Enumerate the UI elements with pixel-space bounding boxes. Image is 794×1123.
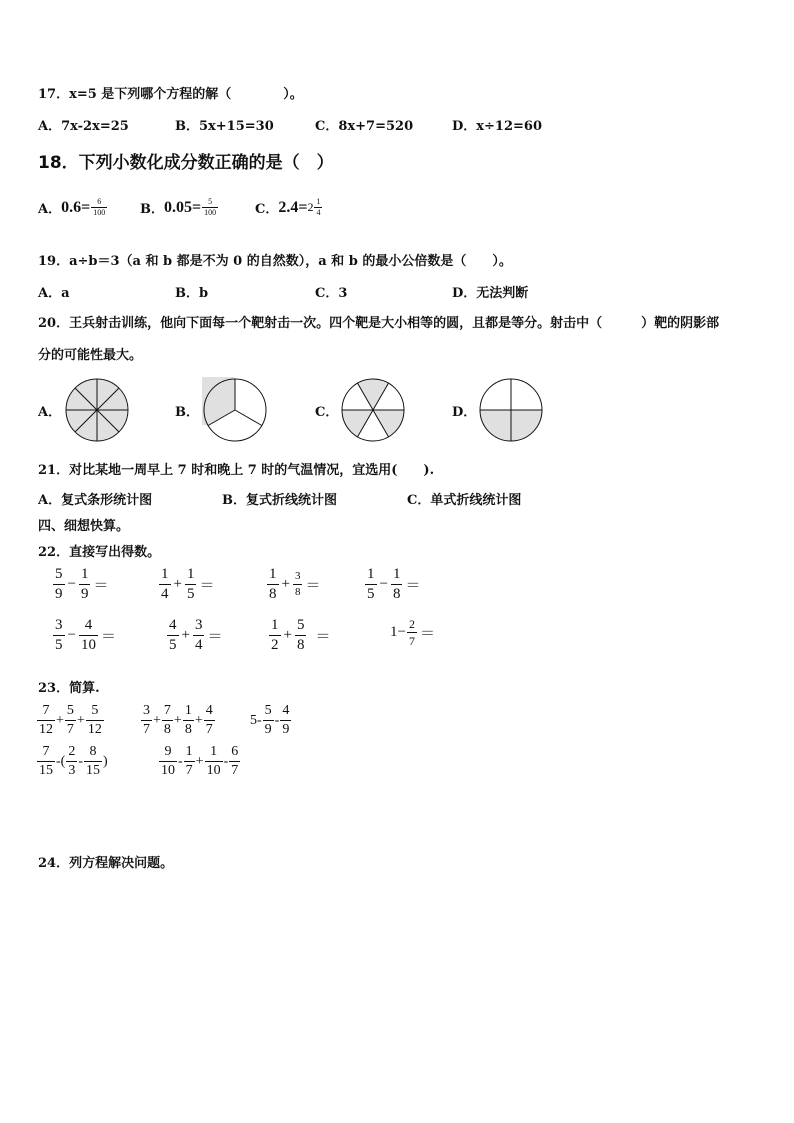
operator: ＝: [305, 578, 321, 594]
numerator: 5: [208, 197, 213, 206]
fraction: [229, 745, 240, 778]
fraction: [407, 618, 417, 647]
operator: -: [178, 753, 183, 769]
denominator: 12: [39, 722, 53, 737]
numerator: 1: [185, 744, 193, 759]
operator: ＝: [207, 629, 223, 645]
fraction: [267, 567, 279, 602]
section-4-heading: 四、细想快算。: [38, 519, 130, 534]
denominator: 8: [296, 637, 305, 653]
numerator: 1: [269, 566, 277, 582]
fraction: [159, 745, 177, 778]
denominator: 4: [316, 208, 321, 217]
fraction: [391, 567, 403, 602]
operator: 5-: [250, 712, 262, 728]
operator: -: [274, 712, 280, 728]
denominator: 5: [186, 586, 195, 602]
numerator: 1: [80, 566, 89, 582]
denominator: 9: [282, 722, 290, 737]
fraction: [280, 704, 291, 737]
q19-option-b[interactable]: B．b: [175, 286, 209, 301]
operator: 1−: [390, 624, 406, 640]
operator: ): [103, 753, 108, 769]
numerator: 3: [294, 570, 301, 582]
fraction: [185, 567, 197, 602]
q22-item-8: [390, 618, 437, 647]
q20-option-d-label[interactable]: D．: [452, 405, 477, 420]
q21-option-b[interactable]: B．复式折线统计图: [222, 493, 337, 508]
operator: +: [56, 712, 64, 728]
fraction: [184, 745, 195, 778]
fraction: [295, 618, 307, 653]
denominator: 5: [367, 586, 375, 602]
operator: ＝: [419, 626, 435, 642]
fraction: [37, 704, 55, 737]
q18-option-b-decimal: 0.05=: [164, 198, 202, 216]
denominator: 8: [269, 586, 277, 602]
q18-option-c-letter: C．: [255, 202, 279, 217]
numerator: 1: [186, 566, 195, 582]
operator: +: [283, 627, 292, 643]
denominator: 3: [68, 763, 76, 778]
fraction: [79, 567, 91, 602]
operator: +: [76, 712, 85, 728]
fraction: [183, 704, 194, 737]
numerator: 1: [316, 197, 321, 206]
q23-expr-4: [36, 745, 108, 778]
denominator: 8: [184, 722, 192, 737]
fraction: [37, 745, 55, 778]
numerator: 4: [169, 617, 177, 633]
q18-option-c-decimal: 2.4=: [278, 198, 308, 216]
denominator: 5: [169, 637, 177, 653]
denominator: 10: [161, 763, 175, 778]
q19-option-c[interactable]: C．3: [315, 286, 348, 301]
q22-item-6: [166, 618, 224, 653]
q21-option-a[interactable]: A．复式条形统计图: [38, 493, 153, 508]
numerator: 4: [205, 703, 213, 718]
q18-option-b-fraction: [202, 198, 218, 217]
numerator: 7: [42, 703, 50, 718]
q18-option-b[interactable]: [140, 198, 219, 217]
denominator: 8: [163, 722, 171, 737]
question-19-stem: 19．a÷b＝3（a 和 b 都是不为 0 的自然数），a 和 b 的最小公倍数是（ ）。: [38, 254, 512, 269]
q22-item-1: [52, 567, 110, 602]
numerator: 9: [164, 744, 172, 759]
fraction: [141, 704, 152, 737]
q18-option-b-letter: B．: [140, 202, 164, 217]
numerator: 8: [89, 744, 97, 759]
fraction: [204, 704, 215, 737]
numerator: 4: [84, 617, 93, 633]
q22-item-3: [266, 567, 322, 602]
operator: ＝: [199, 578, 215, 594]
fraction: [66, 745, 77, 778]
q18-option-c[interactable]: [255, 198, 323, 217]
denominator: 9: [264, 722, 272, 737]
operator: +: [194, 712, 203, 728]
denominator: 7: [185, 763, 193, 778]
operator: +: [173, 712, 182, 728]
numerator: 1: [161, 566, 169, 582]
numerator: 5: [296, 617, 305, 633]
denominator: 9: [80, 586, 89, 602]
denominator: 7: [408, 634, 415, 648]
operator: −: [67, 627, 76, 643]
q19-option-d[interactable]: D．无法判断: [452, 286, 529, 301]
numerator: 5: [55, 566, 63, 582]
numerator: 5: [66, 703, 74, 718]
question-24-stem: 24．列方程解决问题。: [38, 856, 174, 871]
operator: +: [153, 712, 161, 728]
numerator: 6: [231, 744, 239, 759]
denominator: 4: [161, 586, 169, 602]
fraction: [167, 618, 179, 653]
q20-option-b-label[interactable]: B．: [175, 405, 199, 420]
operator: -(: [56, 753, 66, 769]
numerator: 1: [392, 566, 401, 582]
numerator: 7: [163, 703, 171, 718]
denominator: 7: [205, 722, 213, 737]
denominator: 7: [66, 722, 74, 737]
fraction: [86, 704, 104, 737]
target-b-three-sectors[interactable]: [202, 377, 268, 443]
operator: -: [223, 753, 229, 769]
q23-expr-2: [140, 704, 216, 737]
operator: −: [67, 576, 76, 592]
fraction: [79, 618, 98, 653]
fraction: [84, 745, 102, 778]
target-d-four-sectors[interactable]: [478, 377, 544, 443]
q18-option-a-decimal: 0.6=: [61, 198, 91, 216]
numerator: 2: [408, 617, 415, 631]
fraction: [365, 567, 377, 602]
q22-item-5: [52, 618, 118, 653]
denominator: 4: [194, 637, 203, 653]
denominator: 8: [294, 586, 301, 598]
operator: ＝: [315, 629, 331, 645]
numerator: 6: [97, 197, 102, 206]
operator: +: [195, 753, 204, 769]
fraction: [205, 745, 223, 778]
denominator: 12: [87, 722, 102, 737]
question-20-stem-line2: 分的可能性最大。: [38, 348, 143, 363]
question-23-stem: 23．简算.: [38, 681, 100, 696]
q23-expr-5: [158, 745, 241, 778]
q22-item-4: [364, 567, 422, 602]
fraction: [53, 567, 65, 602]
q22-item-2: [158, 567, 216, 602]
denominator: 9: [55, 586, 63, 602]
q18-option-c-whole: 2: [307, 200, 314, 214]
fraction: [193, 618, 205, 653]
numerator: 3: [194, 617, 203, 633]
q18-option-a-letter: A．: [38, 202, 62, 217]
numerator: 4: [282, 703, 290, 718]
operator: ＝: [405, 578, 421, 594]
operator: +: [281, 576, 290, 592]
question-18-stem: 18．下列小数化成分数正确的是（ ）: [38, 153, 334, 173]
fraction: [53, 618, 65, 653]
numerator: 5: [91, 703, 99, 718]
operator: −: [379, 576, 388, 592]
numerator: 1: [271, 617, 279, 633]
q20-option-c-label[interactable]: C．: [315, 405, 339, 420]
operator: +: [173, 576, 182, 592]
numerator: 7: [42, 744, 50, 759]
denominator: 15: [86, 763, 100, 778]
q19-option-a[interactable]: A．a: [38, 286, 70, 301]
numerator: 5: [264, 703, 272, 718]
denominator: 8: [392, 586, 401, 602]
fraction: [263, 704, 274, 737]
denominator: 100: [204, 208, 217, 217]
operator: ＝: [100, 629, 116, 645]
operator: +: [181, 627, 190, 643]
denominator: 7: [143, 722, 150, 737]
q20-option-a-label[interactable]: A．: [38, 405, 62, 420]
denominator: 10: [206, 763, 221, 778]
fraction: [162, 704, 173, 737]
denominator: 10: [80, 637, 96, 653]
fraction: [159, 567, 171, 602]
q17-option-b[interactable]: B．5x+15=30: [175, 119, 274, 134]
question-20-stem-line1: 20．王兵射击训练，他向下面每一个靶射击一次。四个靶是大小相等的圆，且都是等分。射击中（ ）靶的阴影部: [38, 316, 720, 331]
numerator: 1: [184, 703, 192, 718]
q22-item-7: [268, 618, 332, 653]
numerator: 3: [143, 703, 150, 718]
question-17-stem: 17．x=5 是下列哪个方程的解（ ）。: [38, 87, 303, 102]
denominator: 5: [55, 637, 63, 653]
numerator: 1: [210, 744, 218, 759]
denominator: 7: [231, 763, 239, 778]
question-21-stem: 21．对比某地一周早上 7 时和晚上 7 时的气温情况，宜选用( ).: [38, 463, 435, 478]
q23-expr-3: [250, 704, 292, 737]
question-22-stem: 22．直接写出得数。: [38, 545, 161, 560]
denominator: 2: [271, 637, 279, 653]
operator: -: [78, 753, 83, 769]
q17-option-a[interactable]: A．7x-2x=25: [38, 119, 129, 134]
fraction: [65, 704, 76, 737]
denominator: 100: [93, 208, 106, 217]
target-c-six-sectors[interactable]: [340, 377, 406, 443]
q23-expr-1: [36, 704, 105, 737]
numerator: 2: [68, 744, 76, 759]
target-a-eight-sectors[interactable]: [64, 377, 130, 443]
fraction: [269, 618, 281, 653]
q17-option-c[interactable]: C．8x+7=520: [315, 119, 414, 134]
q18-option-a[interactable]: [38, 198, 108, 217]
operator: ＝: [93, 578, 109, 594]
fraction: [293, 571, 303, 598]
numerator: 1: [367, 566, 375, 582]
q17-option-d[interactable]: D．x÷12=60: [452, 119, 542, 134]
q18-option-a-fraction: [91, 198, 107, 217]
denominator: 15: [39, 763, 53, 778]
q21-option-c[interactable]: C．单式折线统计图: [407, 493, 522, 508]
q18-option-c-fraction: [314, 198, 322, 217]
numerator: 3: [55, 617, 63, 633]
